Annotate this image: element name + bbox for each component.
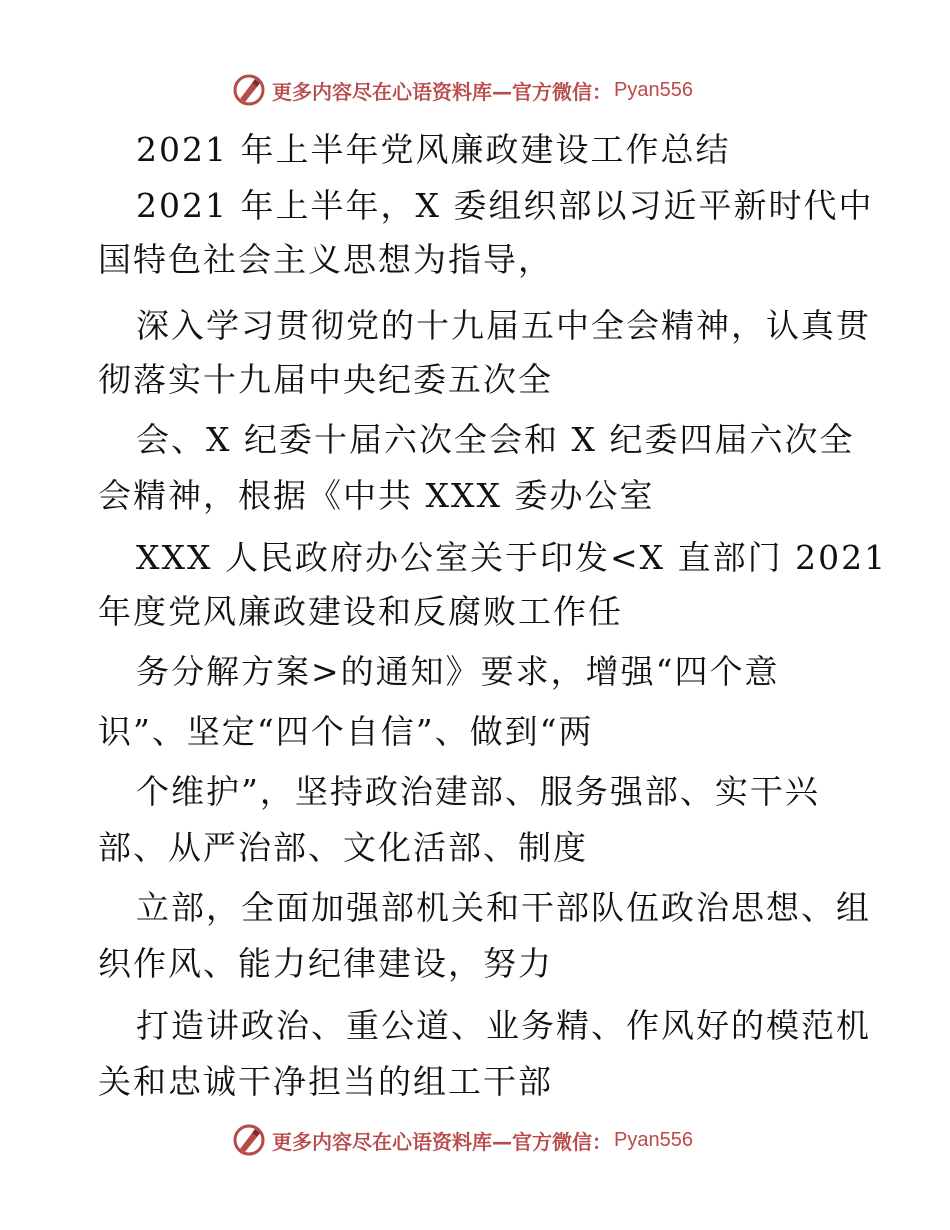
footer-banner-handle: Pyan556 bbox=[614, 1128, 693, 1151]
header-banner bbox=[232, 72, 693, 108]
paragraph-line: 部、从严治部、文化活部、制度 bbox=[98, 828, 588, 867]
document-title: 2021 年上半年党风廉政建设工作总结 bbox=[136, 130, 731, 169]
paragraph-line: 深入学习贯彻党的十九届五中全会精神，认真贯 bbox=[136, 306, 871, 345]
paragraph-line: 务分解方案>的通知》要求，增强“四个意 bbox=[136, 652, 780, 691]
pen-logo-icon bbox=[232, 73, 266, 107]
header-banner-text: 更多内容尽在心语资料库—官方微信： bbox=[272, 79, 612, 104]
paragraph-line: XXX 人民政府办公室关于印发<X 直部门 2021 bbox=[136, 538, 888, 577]
paragraph-line: 关和忠诚干净担当的组工干部 bbox=[98, 1062, 553, 1101]
paragraph-line: 打造讲政治、重公道、业务精、作风好的模范机 bbox=[136, 1006, 871, 1045]
paragraph-line: 会、X 纪委十届六次全会和 X 纪委四届六次全 bbox=[136, 420, 855, 459]
paragraph-line: 立部，全面加强部机关和干部队伍政治思想、组 bbox=[136, 888, 871, 927]
paragraph-line: 2021 年上半年，X 委组织部以习近平新时代中 bbox=[136, 186, 874, 225]
pen-logo-icon bbox=[232, 1123, 266, 1157]
paragraph-line: 会精神，根据《中共 XXX 委办公室 bbox=[98, 476, 655, 515]
paragraph-line: 年度党风廉政建设和反腐败工作任 bbox=[98, 592, 623, 631]
paragraph-line: 彻落实十九届中央纪委五次全 bbox=[98, 360, 553, 399]
paragraph-line: 国特色社会主义思想为指导， bbox=[98, 240, 553, 279]
paragraph-line: 个维护”，坚持政治建部、服务强部、实干兴 bbox=[136, 772, 820, 811]
footer-banner bbox=[232, 1122, 693, 1158]
paragraph-line: 识”、坚定“四个自信”、做到“两 bbox=[98, 712, 594, 751]
header-banner-handle: Pyan556 bbox=[614, 78, 693, 101]
footer-banner-text: 更多内容尽在心语资料库—官方微信： bbox=[272, 1129, 612, 1154]
paragraph-line: 织作风、能力纪律建设，努力 bbox=[98, 944, 553, 983]
